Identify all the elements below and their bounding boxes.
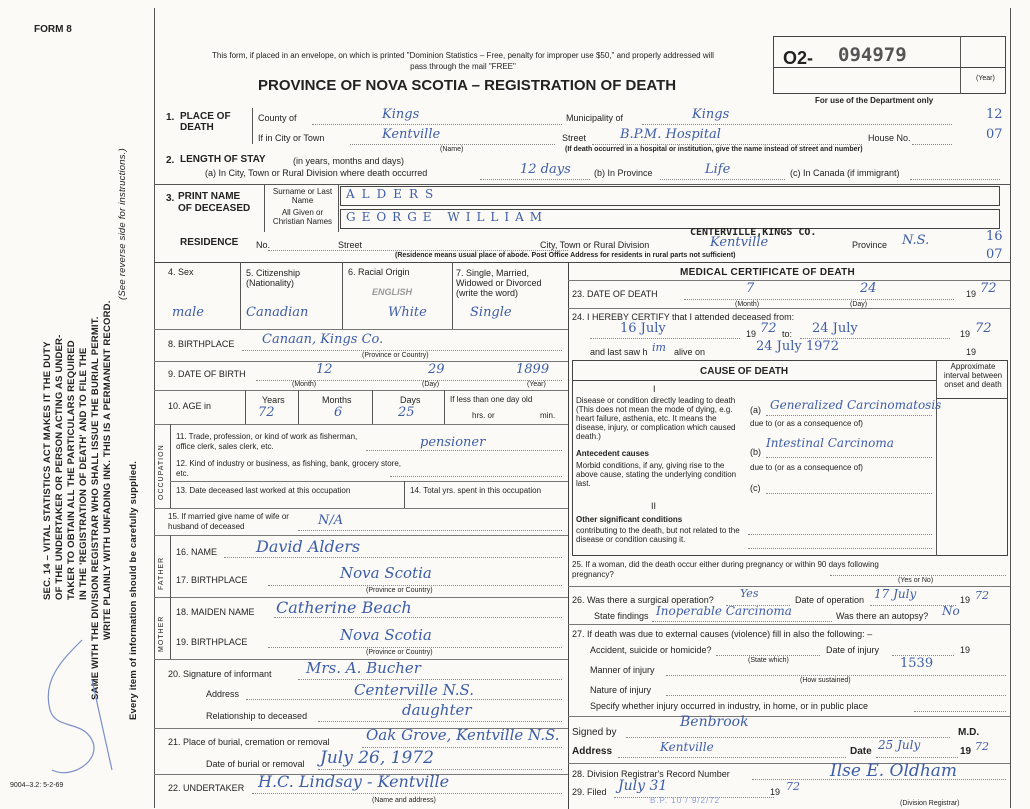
findings-value: Inoperable Carcinoma — [656, 604, 792, 618]
age-days-label: Days — [400, 395, 421, 405]
undertaker-value: H.C. Lindsay - Kentville — [258, 772, 450, 791]
burial-place-value: Oak Grove, Kentville N.S. — [366, 726, 560, 744]
age-label: 10. AGE in — [168, 401, 212, 411]
stay-a-value: 12 days — [520, 162, 571, 177]
length-of-stay-label: LENGTH OF STAY — [180, 154, 266, 165]
racial-origin-label: 6. Racial Origin — [348, 267, 410, 277]
county-label: County of — [258, 113, 297, 123]
filed-value: July 31 — [618, 778, 668, 794]
racial-origin-stamp: ENGLISH — [372, 287, 413, 297]
mother-side-label: MOTHER — [158, 615, 165, 652]
mother-maiden-value: Catherine Beach — [276, 598, 412, 617]
attended-to: 24 July — [812, 321, 858, 336]
signed-address-value: Kentville — [660, 740, 714, 754]
residence-code-bottom: 07 — [986, 247, 1003, 262]
attended-from: 16 July — [620, 321, 666, 336]
side-instruction-line5: SAME WITH THE DIVISION REGISTRAR WHO SHALL ISSUE THE BURIAL PERMIT. — [90, 316, 101, 700]
min-label: min. — [540, 411, 556, 420]
antecedent-label: Morbid conditions, if any, giving rise to the above cause, stating the underlying condition last. — [576, 461, 737, 488]
given-name-label: All Given or Christian Names — [272, 208, 333, 226]
state-which-label: (State which) — [748, 657, 789, 664]
dod-month-label: (Month) — [735, 301, 760, 308]
residence-street-label: Street — [338, 240, 363, 250]
father-birthplace-sub: (Province or Country) — [366, 587, 433, 594]
informant-address-label: Address — [206, 689, 240, 699]
mother-maiden-label: 18. MAIDEN NAME — [176, 607, 255, 617]
birthplace-sub: (Province or Country) — [362, 352, 429, 359]
residence-code-top: 16 — [986, 229, 1003, 244]
accident-label: Accident, suicide or homicide? — [590, 645, 712, 655]
residence-no-label: No. — [256, 240, 271, 250]
cause-c-label: (c) — [750, 483, 761, 493]
form-code: 9004–3.2: 5-2-69 — [10, 782, 64, 789]
dob-year: 1899 — [516, 362, 550, 377]
dob-day-label: (Day) — [422, 381, 440, 388]
filed-year: 72 — [786, 780, 800, 793]
pregnancy-question: 25. If a woman, did the death occur either during pregnancy or within 90 days following pregnancy? — [572, 560, 879, 579]
age-years-label: Years — [262, 395, 285, 405]
attended-to-year-prefix: 19 — [960, 329, 971, 339]
street-label: Street — [562, 133, 587, 143]
age-months-label: Months — [322, 395, 352, 405]
nature-label: Nature of injury — [590, 685, 652, 695]
informant-address: Centerville N.S. — [354, 681, 475, 699]
city-label: If in City or Town — [258, 133, 325, 143]
mother-birthplace-value: Nova Scotia — [340, 626, 432, 644]
burial-date-label: Date of burial or removal — [206, 759, 305, 769]
sex-value: male — [172, 305, 204, 320]
informant-name: Mrs. A. Bucher — [306, 659, 421, 677]
interval-title: Approximate interval between onset and death — [943, 362, 1003, 389]
citizenship-value: Canadian — [246, 305, 309, 320]
city-name-label: (Name) — [440, 146, 464, 153]
informant-label: 20. Signature of informant — [168, 669, 272, 679]
yes-no-label: (Yes or No) — [898, 577, 934, 584]
father-name-label: 16. NAME — [176, 547, 218, 557]
place-of-death-label: PLACE OF DEATH — [180, 111, 231, 133]
father-birthplace-value: Nova Scotia — [340, 564, 432, 582]
side-instruction-reverse: (See reverse side for instructions.) — [117, 148, 128, 300]
relationship-label: Relationship to deceased — [206, 711, 308, 721]
mother-birthplace-label: 19. BIRTHPLACE — [176, 637, 248, 647]
undertaker-label: 22. UNDERTAKER — [168, 783, 245, 793]
dob-month: 12 — [316, 362, 333, 377]
operation-date-label: Date of operation — [795, 595, 865, 605]
place-num: 1. — [166, 112, 175, 123]
due-to-b-label: due to (or as a consequence of) — [750, 463, 863, 472]
signed-year: 72 — [975, 740, 989, 753]
side-instruction-careful: Every item of information should be carefully supplied. — [128, 460, 139, 720]
filed-label: 29. Filed — [572, 787, 607, 797]
house-code: 07 — [986, 127, 1003, 142]
cause-b-value: Intestinal Carcinoma — [766, 436, 894, 450]
injury-date-label: Date of injury — [826, 645, 880, 655]
stay-num: 2. — [166, 155, 175, 166]
given-name-value: GEORGE WILLIAM — [346, 210, 549, 224]
racial-origin-value: White — [388, 305, 427, 320]
department-use-label: For use of the Department only — [815, 96, 934, 105]
father-side-label: FATHER — [158, 556, 165, 590]
mail-notice: This form, if placed in an envelope, on which is printed "Dominion Statistics – Free, penalty for improper use $50," and properly addressed will pass through the mail "FREE" — [212, 51, 714, 71]
dod-year: 72 — [980, 281, 997, 296]
residence-province-label: Province — [852, 240, 888, 250]
operation-year-prefix: 19 — [960, 595, 971, 605]
registrar-signature: Ilse E. Oldham — [830, 761, 958, 781]
father-name-value: David Alders — [256, 537, 361, 556]
dod-month: 7 — [746, 281, 755, 296]
operation-question: 26. Was there a surgical operation? — [572, 595, 714, 605]
external-causes-question: 27. If death was due to external causes (violence) fill in also the following: – — [572, 629, 873, 639]
side-instruction-line6: WRITE PLAINLY WITH UNFADING INK. THIS IS A PERMANENT RECORD. — [102, 300, 113, 640]
age-months-value: 6 — [334, 405, 343, 420]
antecedent-title: Antecedent causes — [576, 449, 649, 458]
length-of-stay-units: (in years, months and days) — [293, 156, 405, 166]
years-spent-label: 14. Total yrs. spent in this occupation — [410, 486, 542, 495]
residence-label: RESIDENCE — [180, 237, 239, 248]
spouse-value: N/A — [318, 513, 344, 528]
cause-part1-label: I — [653, 384, 656, 394]
dob-month-label: (Month) — [292, 381, 317, 388]
how-sustained-label: (How sustained) — [800, 677, 851, 684]
less-than-day-label: If less than one day old — [450, 395, 533, 404]
name-num: 3. — [166, 193, 175, 204]
autopsy-value: No — [942, 604, 960, 618]
cause-part2-label: II — [651, 501, 657, 511]
age-days-value: 25 — [398, 405, 415, 420]
residence-city-value: Kentville — [710, 235, 769, 250]
citizenship-label: 5. Citizenship (Nationality) — [246, 268, 301, 288]
registration-year-label: (Year) — [976, 75, 995, 82]
dob-label: 9. DATE OF BIRTH — [168, 369, 246, 379]
alive-on-value: 24 July 1972 — [756, 339, 839, 354]
registration-prefix: O2- — [783, 48, 814, 68]
municipality-code: 12 — [986, 107, 1003, 122]
manner-code: 1539 — [900, 656, 934, 671]
registrar-stamp: B.P. 10 / 9/2/72 — [650, 796, 721, 805]
other-conditions-label: contributing to the death, but not related to the disease or condition causing it. — [576, 526, 740, 544]
institution-note: (If death occurred in a hospital or institution, give the name instead of street and number) — [565, 146, 863, 153]
last-seen-suffix: im — [652, 341, 666, 354]
surname-value: ALDERS — [346, 187, 441, 201]
of-deceased-label: OF DECEASED — [178, 203, 251, 214]
pencil-scribble — [22, 620, 132, 790]
other-conditions-title: Other significant conditions — [576, 515, 683, 524]
residence-city-label: City, Town or Rural Division — [540, 240, 650, 250]
industry-label: 12. Kind of industry or business, as fishing, bank, grocery store, etc. — [176, 459, 402, 478]
cause-a-value: Generalized Carcinomatosis — [770, 398, 942, 412]
filed-year-prefix-2: 19 — [770, 787, 781, 797]
dod-year-prefix: 19 — [966, 289, 977, 299]
signed-by-value: Benbrook — [680, 714, 749, 730]
hrs-label: hrs. or — [472, 411, 495, 420]
cause-b-label: (b) — [750, 447, 761, 457]
occupation-side-label: OCCUPATION — [158, 444, 165, 500]
operation-date: 17 July — [874, 587, 917, 601]
registrar-record-label: 28. Division Registrar's Record Number — [572, 769, 730, 779]
burial-date-value: July 26, 1972 — [320, 748, 434, 768]
date-of-death-label: 23. DATE OF DEATH — [572, 289, 658, 299]
alive-year-prefix: 19 — [966, 347, 977, 357]
spouse-label: 15. If married give name of wife or husband of deceased — [168, 512, 289, 531]
specify-injury-label: Specify whether injury occurred in industry, in home, or in public place — [590, 701, 868, 711]
relationship-value: daughter — [402, 701, 472, 719]
medical-certificate-title: MEDICAL CERTIFICATE OF DEATH — [680, 267, 856, 278]
alive-on-label: alive on — [674, 347, 706, 357]
last-worked-label: 13. Date deceased last worked at this occupation — [176, 486, 351, 495]
surname-label: Surname or Last Name — [272, 187, 333, 205]
mother-birthplace-sub: (Province or Country) — [366, 649, 433, 656]
signed-year-prefix: 19 — [960, 746, 972, 757]
side-instruction-line1: SEC. 14 – VITAL STATISTICS ACT MAKES IT THE DUTY — [42, 341, 53, 600]
due-to-a-label: due to (or as a consequence of) — [750, 419, 863, 428]
residence-note: (Residence means usual place of abode. Post Office Address for residents in rural parts not sufficient) — [395, 252, 736, 259]
trade-label: 11. Trade, profession, or kind of work as fisherman, office clerk, sales clerk, etc. — [176, 432, 358, 451]
marital-status-value: Single — [470, 305, 512, 320]
signed-date-label: Date — [850, 746, 872, 757]
page-border-right — [1010, 8, 1011, 808]
marital-status-label: 7. Single, Married, Widowed or Divorced (write the word) — [456, 268, 542, 298]
house-label: House No. — [868, 133, 911, 143]
signed-by-label: Signed by — [572, 727, 617, 738]
residence-province-value: N.S. — [902, 233, 930, 248]
dod-day-label: (Day) — [850, 301, 868, 308]
sex-label: 4. Sex — [168, 267, 194, 277]
dod-day: 24 — [860, 281, 877, 296]
stay-b-value: Life — [705, 162, 731, 177]
registration-number: 094979 — [838, 44, 907, 66]
signed-date-value: 25 July — [878, 738, 921, 752]
side-instruction-line3: TAKER TO OBTAIN ALL THE PARTICULARS REQUIRED — [66, 340, 77, 600]
cause-of-death-title: CAUSE OF DEATH — [700, 366, 789, 377]
injury-year-prefix: 19 — [960, 645, 971, 655]
burial-place-label: 21. Place of burial, cremation or removal — [168, 737, 330, 747]
form-label: FORM 8 — [34, 24, 72, 35]
print-name-label: PRINT NAME — [178, 191, 241, 202]
trade-value: pensioner — [420, 435, 486, 450]
operation-value: Yes — [740, 587, 759, 600]
md-label: M.D. — [958, 727, 980, 738]
last-seen-label: and last saw h — [590, 347, 648, 357]
dob-year-label: (Year) — [527, 381, 546, 388]
age-years-value: 72 — [258, 405, 275, 420]
father-birthplace-label: 17. BIRTHPLACE — [176, 575, 248, 585]
signed-address-label: Address — [572, 746, 613, 757]
birthplace-label: 8. BIRTHPLACE — [168, 339, 235, 349]
residence-stamp: CENTERVILLE,KINGS CO. — [690, 227, 817, 238]
county-value: Kings — [382, 107, 420, 122]
manner-label: Manner of injury — [590, 665, 655, 675]
attended-from-year-prefix: 19 — [746, 329, 757, 339]
cause-a-label: (a) — [750, 405, 761, 415]
city-value: Kentville — [382, 127, 441, 142]
findings-label: State findings — [594, 611, 649, 621]
side-instruction-line4: IN THE 'REGISTRATION OF DEATH' AND TO FILE THE — [78, 347, 89, 600]
stay-a-label: (a) In City, Town or Rural Division where death occurred — [205, 168, 428, 178]
birthplace-value: Canaan, Kings Co. — [262, 332, 384, 347]
stay-c-label: (c) In Canada (if immigrant) — [790, 168, 900, 178]
registrar-sub: (Division Registrar) — [900, 800, 960, 807]
direct-cause-label: Disease or condition directly leading to death (This does not mean the mode of dying, e.g. heart failure, asthenia, etc. It means the disease, injury, or complication which caused death.) — [576, 396, 736, 441]
stay-b-label: (b) In Province — [594, 168, 653, 178]
street-value: B.P.M. Hospital — [620, 127, 721, 142]
autopsy-label: Was there an autopsy? — [836, 611, 929, 621]
form-title: PROVINCE OF NOVA SCOTIA – REGISTRATION OF DEATH — [258, 77, 677, 94]
side-instruction-line2: OF THE UNDERTAKER OR PERSON ACTING AS UNDER- — [54, 334, 65, 600]
attended-from-year: 72 — [760, 321, 777, 336]
undertaker-sub: (Name and address) — [372, 797, 436, 804]
attended-label: 24. I HEREBY CERTIFY that I attended deceased from: — [572, 312, 795, 322]
operation-year: 72 — [975, 589, 989, 602]
municipality-value: Kings — [692, 107, 730, 122]
attended-to-label: to: — [782, 329, 793, 339]
dob-day: 29 — [428, 362, 445, 377]
attended-to-year: 72 — [975, 321, 992, 336]
municipality-label: Municipality of — [566, 113, 624, 123]
